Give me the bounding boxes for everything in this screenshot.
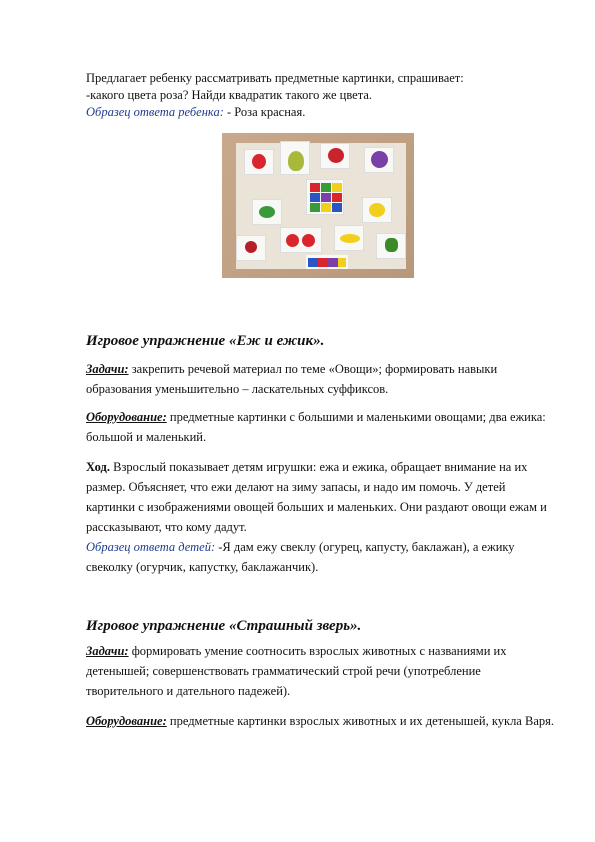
section1-equip-text: предметные картинки с большими и маленькими овощами; два ежика: большой и маленький. <box>86 410 546 444</box>
rose-card <box>236 235 266 261</box>
tomatoes-card <box>280 227 322 253</box>
section1-tasks <box>86 359 556 399</box>
section1-title: Игровое упражнение «Еж и ежик». <box>86 333 325 349</box>
section1-sample <box>86 537 556 577</box>
color-strip <box>306 255 348 269</box>
section1-equip-label: Оборудование: <box>86 410 167 424</box>
intro-sample <box>86 104 556 120</box>
section1-course <box>86 457 556 537</box>
color-squares-grid <box>306 179 344 215</box>
pear-card <box>280 141 310 175</box>
section1-sample-label: Образец ответа детей: <box>86 540 216 554</box>
section1-course-text: Взрослый показывает детям игрушки: ежа и ежика, обращает внимание на их размер. Объясняет, что ежи делают на зиму запасы, и надо им помочь. У детей картинки с изображениями овощей больших и маленьких. Они раздают овощи ежам и рассказывают, что кому дадут. <box>86 460 547 534</box>
section2-equip-label: Оборудование: <box>86 714 167 728</box>
flower-card <box>364 147 394 173</box>
intro-sample-text: - Роза красная. <box>223 105 306 119</box>
section2-equip-text: предметные картинки взрослых животных и их детенышей, кукла Варя. <box>166 714 554 728</box>
section2-tasks <box>86 641 556 701</box>
lemon-card <box>362 197 392 223</box>
apple-card <box>320 143 350 169</box>
section1-tasks-label: Задачи: <box>86 362 129 376</box>
intro-line-1: Предлагает ребенку рассматривать предметные картинки, спрашивает: <box>86 71 464 85</box>
section2-equipment <box>86 711 556 731</box>
section1-tasks-text: закрепить речевой материал по теме «Овощи»; формировать навыки образования уменьшительно – ласкательных суффиксов. <box>86 362 498 396</box>
broccoli-card <box>376 233 406 259</box>
section2-tasks-text: формировать умение соотносить взрослых животных с названиями их детенышей; совершенствовать грамматический строй речи (употребление творительного и дательного падежей). <box>86 644 507 698</box>
leaf-card <box>252 199 282 225</box>
photo-color-cards <box>222 133 414 278</box>
section1-course-label: Ход. <box>86 460 110 474</box>
banana-card <box>334 225 364 251</box>
section1-equipment <box>86 407 556 447</box>
section1-sample-text: -Я дам ежу свеклу (огурец, капусту, баклажан), а ежику свеколку (огурчик, капустку, баклажанчик). <box>86 540 515 574</box>
tomato-card <box>244 149 274 175</box>
intro-sample-label: Образец ответа ребенка: <box>86 105 224 119</box>
intro-line-2: -какого цвета роза? Найди квадратик такого же цвета. <box>86 88 373 102</box>
section2-title: Игровое упражнение «Страшный зверь». <box>86 618 362 634</box>
section2-tasks-label: Задачи: <box>86 644 129 658</box>
